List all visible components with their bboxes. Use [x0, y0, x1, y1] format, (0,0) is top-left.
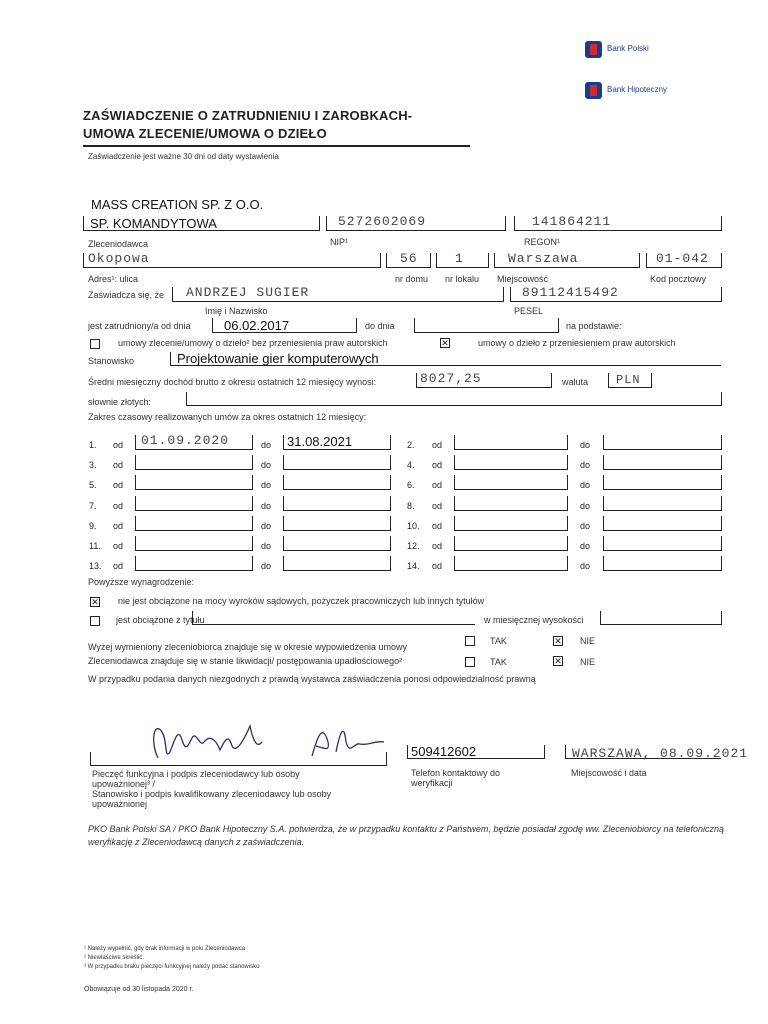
stamp-label-line2: upoważnionej³ /: [92, 779, 156, 789]
house-number-value: 56: [400, 251, 418, 266]
contract-without-rights-checkbox[interactable]: [90, 339, 100, 349]
in-words-field[interactable]: [186, 392, 722, 406]
period-from-label: od: [432, 521, 443, 531]
position-value: Projektowanie gier komputerowych: [177, 351, 379, 366]
period-to-field[interactable]: [603, 516, 722, 531]
liquidation-label: Zleceniodawca znajduje się w stanie likwidacji/ postępowania upadłościowego²: [88, 656, 403, 666]
period-from-field[interactable]: [135, 475, 253, 490]
period-number: 11.: [89, 541, 101, 551]
period-to-label: do: [580, 541, 591, 551]
nip-label: NIP¹: [330, 237, 348, 247]
period-from-field[interactable]: [454, 516, 568, 531]
liquidation-no-label: NIE: [580, 657, 596, 667]
footnote-3: ³ W przypadku braku pieczęci funkcyjnej należy podać stanowisko: [84, 964, 260, 970]
nip-value: 5272602069: [338, 214, 427, 229]
phone-label-line1: Telefon kontaktowy do: [411, 768, 501, 778]
period-from-field[interactable]: [454, 496, 568, 511]
encumbered-checkbox[interactable]: [90, 616, 100, 626]
employer-name-line2: SP. KOMANDYTOWA: [90, 216, 217, 231]
period-to-label: do: [580, 460, 591, 470]
currency-label: waluta: [562, 377, 589, 387]
house-number-label: nr domu: [395, 274, 429, 284]
validity-note: Zaświadczenie jest ważne 30 dni od daty wystawienia: [88, 152, 279, 161]
income-value: 8027,25: [420, 371, 482, 386]
zaswiadcza-label: Zaświadcza się, że: [88, 290, 165, 300]
place-date-label: Miejscowość i data: [571, 768, 647, 778]
employee-name-label: Imię i Nazwisko: [205, 306, 268, 316]
encumbrance-title-field[interactable]: [192, 611, 475, 625]
period-to-field[interactable]: [283, 475, 391, 490]
period-to-label: do: [580, 480, 591, 490]
notice-yes-checkbox[interactable]: [465, 636, 475, 646]
liquidation-yes-label: TAK: [490, 657, 507, 667]
in-words-label: słownie złotych:: [88, 397, 152, 407]
period-to-label: do: [261, 541, 272, 551]
period-from-field[interactable]: [135, 556, 253, 571]
liability-note: W przypadku podania danych niezgodnych z prawdą wystawca zaświadczenia ponosi odpowiedzialność prawną: [88, 674, 536, 684]
period-number: 5.: [89, 480, 97, 490]
local-number-label: nr lokalu: [445, 274, 480, 284]
period-to-label: do: [580, 521, 591, 531]
employer-name-line1: MASS CREATION SP. Z O.O.: [91, 197, 264, 212]
period-to-field[interactable]: [603, 536, 722, 551]
period-from-field[interactable]: [454, 455, 568, 470]
period-from-field[interactable]: [454, 536, 568, 551]
period-from-label: od: [432, 480, 443, 490]
period-from-label: od: [432, 460, 443, 470]
postal-code-value: 01-042: [656, 251, 709, 266]
period-number: 3.: [89, 460, 97, 470]
period-to-label: do: [261, 501, 272, 511]
regon-value: 141864211: [532, 214, 612, 229]
period-from-value: 01.09.2020: [141, 433, 230, 448]
period-number: 9.: [89, 521, 97, 531]
signature-field[interactable]: [90, 752, 387, 766]
period-to-field[interactable]: [283, 516, 391, 531]
encumbered-label: jest obciążone z tytułu: [116, 615, 205, 625]
period-number: 6.: [407, 480, 415, 490]
period-from-label: od: [113, 440, 124, 450]
period-to-field[interactable]: [603, 556, 722, 571]
period-from-label: od: [113, 460, 124, 470]
phone-value: 509412602: [411, 744, 477, 759]
period-from-label: od: [432, 440, 443, 450]
period-from-label: od: [113, 521, 124, 531]
period-number: 12.: [407, 541, 420, 551]
period-from-field[interactable]: [135, 516, 253, 531]
address-label: Adres¹: ulica: [88, 274, 139, 284]
period-from-field[interactable]: [135, 536, 253, 551]
zleceniodawca-label: Zleceniodawca: [88, 239, 149, 249]
liquidation-no-checkbox[interactable]: ✕: [554, 656, 562, 666]
street-value: Okopowa: [88, 251, 150, 266]
pko-logo-icon: [585, 82, 602, 99]
income-label: Średni miesięczny dochód brutto z okresu ostatnich 12 miesięcy wynosi:: [88, 377, 377, 387]
period-number: 10.: [407, 521, 420, 531]
period-from-label: od: [113, 541, 124, 551]
footnote-1: ¹ Należy wypełnić, gdy brak informacji w polu Zleceniodawca: [84, 946, 246, 952]
pesel-value: 89112415492: [522, 285, 619, 300]
regon-label: REGON¹: [524, 237, 560, 247]
period-to-label: do: [580, 440, 591, 450]
period-to-field[interactable]: [603, 475, 722, 490]
period-to-value: 31.08.2021: [287, 434, 353, 449]
period-from-label: od: [113, 501, 124, 511]
period-number: 8.: [407, 501, 415, 511]
period-from-label: od: [432, 561, 443, 571]
pko-logo-icon: [585, 41, 602, 58]
phone-label-line2: weryfikacji: [411, 778, 453, 788]
city-label: Miejscowość: [497, 274, 549, 284]
period-to-field[interactable]: [603, 435, 722, 450]
employed-to-label: do dnia: [365, 321, 395, 331]
period-number: 1.: [89, 440, 97, 450]
period-to-label: do: [580, 501, 591, 511]
employed-from-value: 06.02.2017: [224, 318, 290, 333]
pesel-label: PESEL: [514, 306, 544, 316]
period-to-label: do: [261, 480, 272, 490]
period-from-label: od: [113, 480, 124, 490]
bank-hipoteczny-label: Bank Hipoteczny: [607, 85, 668, 94]
period-to-field[interactable]: [283, 536, 391, 551]
notice-yes-label: TAK: [490, 636, 507, 646]
employed-from-label: jest zatrudniony/a od dnia: [88, 321, 191, 331]
notice-no-label: NIE: [580, 636, 596, 646]
period-to-field[interactable]: [283, 455, 391, 470]
salary-label: Powyższe wynagrodzenie:: [88, 577, 195, 587]
contract-with-rights-label: umowy o dzieło z przeniesieniem praw autorskich: [478, 338, 676, 348]
document-title-line1: ZAŚWIADCZENIE O ZATRUDNIENIU I ZAROBKACH-: [83, 108, 413, 123]
period-from-field[interactable]: [454, 435, 568, 450]
position-label: Stanowisko: [88, 356, 135, 366]
period-number: 14.: [407, 561, 420, 571]
contract-without-rights-label: umowy zlecenie/umowy o dzieło² bez przeniesienia praw autorskich: [118, 338, 388, 348]
notice-no-checkbox[interactable]: ✕: [554, 636, 562, 646]
stamp-label-line4: upoważnionej: [92, 799, 148, 809]
period-from-field[interactable]: [135, 455, 253, 470]
monthly-amount-label: w miesięcznej wysokości: [484, 615, 584, 625]
currency-value: PLN: [616, 373, 641, 387]
basis-label: na podstawie:: [566, 321, 622, 331]
document-title-line2: UMOWA ZLECENIE/UMOWA O DZIEŁO: [83, 126, 327, 141]
period-to-field[interactable]: [603, 455, 722, 470]
period-from-label: od: [113, 561, 124, 571]
period-from-field[interactable]: [135, 496, 253, 511]
periods-label: Zakres czasowy realizowanych umów za okres ostatnich 12 miesięcy:: [88, 412, 367, 422]
stamp-label-line3: Stanowisko i podpis kwalifikowany zleceniodawcy lub osoby: [92, 789, 332, 799]
title-divider: [83, 145, 470, 147]
period-number: 7.: [89, 501, 97, 511]
contract-with-rights-checkbox[interactable]: ✕: [441, 338, 449, 348]
period-from-label: od: [432, 541, 443, 551]
period-to-field[interactable]: [283, 496, 391, 511]
not-encumbered-label: nie jest obciążone na mocy wyroków sądowych, pożyczek pracowniczych lub innych tytułów: [118, 596, 485, 606]
period-number: 13.: [89, 561, 102, 571]
bank-verification-note: PKO Bank Polski SA / PKO Bank Hipoteczny S.A. potwierdza, że w przypadku kontaktu z Państwem, będzie posiadał zgodę ww. Zleceniobiorcy na telefoniczną weryfikację z Zleceniodawcą danych z zaświadczenia.: [88, 824, 724, 847]
liquidation-yes-checkbox[interactable]: [465, 657, 475, 667]
local-number-value: 1: [455, 251, 464, 266]
employed-to-field[interactable]: [414, 318, 559, 333]
period-to-field[interactable]: [283, 556, 391, 571]
bank-polski-label: Bank Polski: [607, 44, 649, 53]
notice-label: Wyżej wymieniony zleceniobiorca znajduje się w okresie wypowiedzenia umowy: [88, 642, 408, 652]
employee-name-value: ANDRZEJ SUGIER: [186, 285, 310, 300]
period-number: 4.: [407, 460, 415, 470]
place-date-value: WARSZAWA, 08.09.2021: [572, 746, 749, 761]
period-from-label: od: [432, 501, 443, 511]
period-from-field[interactable]: [454, 556, 568, 571]
period-to-label: do: [261, 521, 272, 531]
not-encumbered-checkbox[interactable]: ✕: [91, 597, 99, 607]
period-from-field[interactable]: [454, 475, 568, 490]
period-to-label: do: [261, 440, 272, 450]
city-value: Warszawa: [508, 251, 579, 266]
period-number: 2.: [407, 440, 415, 450]
period-to-field[interactable]: [603, 496, 722, 511]
period-to-label: do: [261, 460, 272, 470]
monthly-amount-field[interactable]: [600, 611, 722, 625]
period-to-label: do: [261, 561, 272, 571]
period-to-label: do: [580, 561, 591, 571]
postal-code-label: Kod pocztowy: [650, 274, 707, 284]
stamp-label-line1: Pieczęć funkcyjna i podpis zleceniodawcy lub osoby: [92, 769, 300, 779]
valid-from-note: Obowiązuje od 30 listopada 2020 r.: [84, 986, 194, 993]
footnote-2: ² Niewłaściwe skreślić.: [84, 955, 145, 961]
